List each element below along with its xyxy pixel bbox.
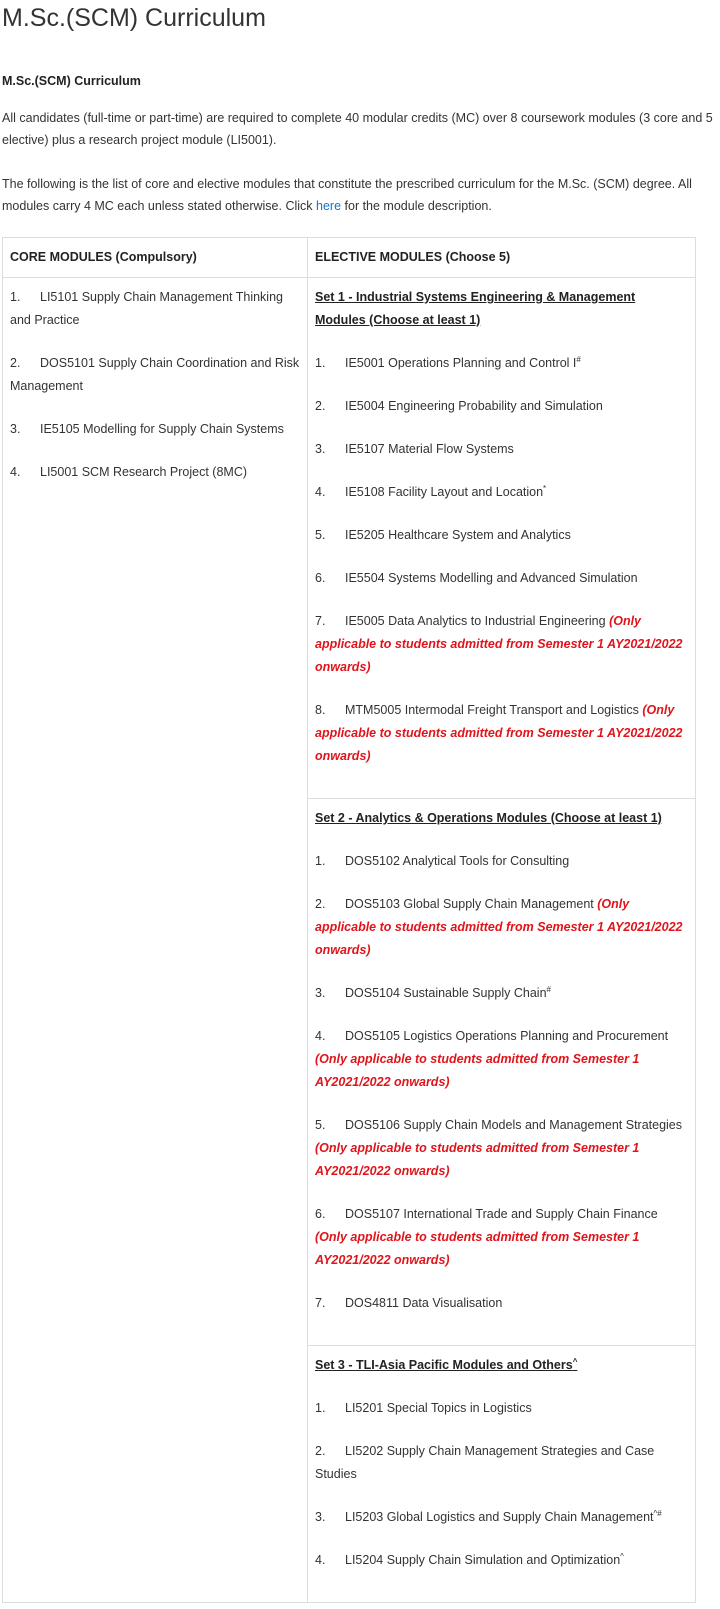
- module-name: IE5004 Engineering Probability and Simulation: [345, 399, 603, 413]
- set3-cell: [308, 1346, 696, 1603]
- module-name: LI5203 Global Logistics and Supply Chain Management: [345, 1510, 654, 1524]
- module-list-paragraph: [2, 173, 718, 217]
- module-footnote-mark: #: [576, 354, 581, 364]
- module-item: [315, 699, 688, 768]
- module-number: 3.: [315, 1510, 326, 1524]
- module-item: [315, 1440, 688, 1486]
- module-number: 4.: [315, 1553, 326, 1567]
- module-item: [315, 610, 688, 679]
- core-modules-cell: [3, 278, 308, 1603]
- module-item: [315, 1025, 688, 1094]
- admission-note: (Only applicable to students admitted from Semester 1 AY2021/2022 onwards): [315, 1230, 640, 1267]
- module-item: [315, 1549, 688, 1572]
- intro2-text: The following is the list of core and elective modules that constitute the prescribed curriculum for the M.Sc. (SCM) degree. All modules carry 4 MC each unless stated otherwise. Click: [2, 177, 692, 213]
- module-name: DOS5102 Analytical Tools for Consulting: [345, 854, 570, 868]
- module-description-link[interactable]: here: [316, 199, 342, 213]
- module-number: 3.: [315, 442, 326, 456]
- page-title: M.Sc.(SCM) Curriculum: [2, 4, 266, 32]
- module-item: [315, 850, 688, 873]
- module-footnote-mark: *: [543, 483, 547, 493]
- module-number: 5.: [315, 1118, 326, 1132]
- module-name: IE5001 Operations Planning and Control I: [345, 356, 577, 370]
- module-item: [315, 1114, 688, 1183]
- module-name: DOS4811 Data Visualisation: [345, 1296, 503, 1310]
- module-item: [315, 1292, 688, 1315]
- module-item: [315, 524, 688, 547]
- core-modules-header: CORE MODULES (Compulsory): [3, 238, 308, 278]
- admission-note: (Only applicable to students admitted from Semester 1 AY2021/2022 onwards): [315, 614, 683, 674]
- module-item: [315, 1397, 688, 1420]
- set2-title: [315, 807, 688, 830]
- module-name: DOS5101 Supply Chain Coordination and Risk Management: [10, 356, 300, 393]
- module-name: IE5105 Modelling for Supply Chain Systems: [40, 422, 284, 436]
- module-number: 6.: [315, 571, 326, 585]
- set1-title: [315, 286, 688, 332]
- curriculum-subheading: M.Sc.(SCM) Curriculum: [2, 74, 141, 88]
- module-item: [10, 461, 300, 484]
- module-item: [10, 418, 300, 441]
- module-name: MTM5005 Intermodal Freight Transport and Logistics: [345, 703, 639, 717]
- elective-modules-header: ELECTIVE MODULES (Choose 5): [308, 238, 696, 278]
- module-item: [10, 286, 300, 332]
- set2-title-text: Set 2 - Analytics & Operations Modules (Choose at least 1): [315, 811, 662, 825]
- module-item: [315, 352, 688, 375]
- set1-cell: [308, 278, 696, 799]
- module-number: 1.: [10, 290, 21, 304]
- set-footnote-mark: ^: [572, 1356, 578, 1366]
- module-name: IE5108 Facility Layout and Location: [345, 485, 544, 499]
- module-number: 4.: [315, 485, 326, 499]
- intro2-text-after: for the module description.: [341, 199, 492, 213]
- module-footnote-mark: #: [546, 984, 551, 994]
- set2-cell: [308, 799, 696, 1346]
- module-number: 2.: [315, 1444, 326, 1458]
- module-number: 1.: [315, 854, 326, 868]
- module-number: 2.: [10, 356, 21, 370]
- module-item: [315, 481, 688, 504]
- module-name: LI5202 Supply Chain Management Strategies and Case Studies: [315, 1444, 655, 1481]
- module-name: DOS5106 Supply Chain Models and Management Strategies: [345, 1118, 683, 1132]
- module-number: 8.: [315, 703, 326, 717]
- module-number: 5.: [315, 528, 326, 542]
- module-item: [10, 352, 300, 398]
- module-name: LI5101 Supply Chain Management Thinking and Practice: [10, 290, 283, 327]
- intro-paragraph: All candidates (full-time or part-time) are required to complete 40 modular credits (MC) over 8 coursework modules (3 core and 5 elective) plus a research project module (LI5001).: [2, 111, 713, 147]
- module-number: 1.: [315, 356, 326, 370]
- module-number: 7.: [315, 614, 326, 628]
- module-number: 2.: [315, 399, 326, 413]
- set1-title-text: Set 1 - Industrial Systems Engineering & Management Modules (Choose at least 1): [315, 290, 636, 327]
- module-name: LI5201 Special Topics in Logistics: [345, 1401, 532, 1415]
- module-number: 1.: [315, 1401, 326, 1415]
- module-number: 3.: [10, 422, 21, 436]
- module-number: 6.: [315, 1207, 326, 1221]
- set3-title: [315, 1354, 688, 1377]
- module-name: DOS5103 Global Supply Chain Management: [345, 897, 594, 911]
- module-footnote-mark: ^: [620, 1551, 624, 1561]
- module-number: 4.: [315, 1029, 326, 1043]
- module-name: LI5204 Supply Chain Simulation and Optimization: [345, 1553, 621, 1567]
- module-item: [315, 1203, 688, 1272]
- module-name: IE5205 Healthcare System and Analytics: [345, 528, 571, 542]
- curriculum-table: [2, 237, 696, 1603]
- module-number: 4.: [10, 465, 21, 479]
- admission-note: (Only applicable to students admitted from Semester 1 AY2021/2022 onwards): [315, 897, 683, 957]
- module-number: 7.: [315, 1296, 326, 1310]
- module-name: IE5504 Systems Modelling and Advanced Simulation: [345, 571, 638, 585]
- module-name: LI5001 SCM Research Project (8MC): [40, 465, 248, 479]
- module-name: IE5107 Material Flow Systems: [345, 442, 514, 456]
- admission-note: (Only applicable to students admitted from Semester 1 AY2021/2022 onwards): [315, 703, 683, 763]
- module-item: [315, 395, 688, 418]
- admission-note: (Only applicable to students admitted from Semester 1 AY2021/2022 onwards): [315, 1052, 640, 1089]
- module-item: [315, 893, 688, 962]
- module-item: [315, 438, 688, 461]
- module-item: [315, 982, 688, 1005]
- module-number: 3.: [315, 986, 326, 1000]
- module-number: 2.: [315, 897, 326, 911]
- module-name: IE5005 Data Analytics to Industrial Engineering: [345, 614, 606, 628]
- module-footnote-mark: ^#: [653, 1508, 662, 1518]
- set3-title-text: Set 3 - TLI-Asia Pacific Modules and Others: [315, 1358, 573, 1372]
- admission-note: (Only applicable to students admitted from Semester 1 AY2021/2022 onwards): [315, 1141, 640, 1178]
- module-item: [315, 1506, 688, 1529]
- module-name: DOS5107 International Trade and Supply Chain Finance: [345, 1207, 658, 1221]
- module-name: DOS5104 Sustainable Supply Chain: [345, 986, 547, 1000]
- module-item: [315, 567, 688, 590]
- module-name: DOS5105 Logistics Operations Planning and Procurement: [345, 1029, 669, 1043]
